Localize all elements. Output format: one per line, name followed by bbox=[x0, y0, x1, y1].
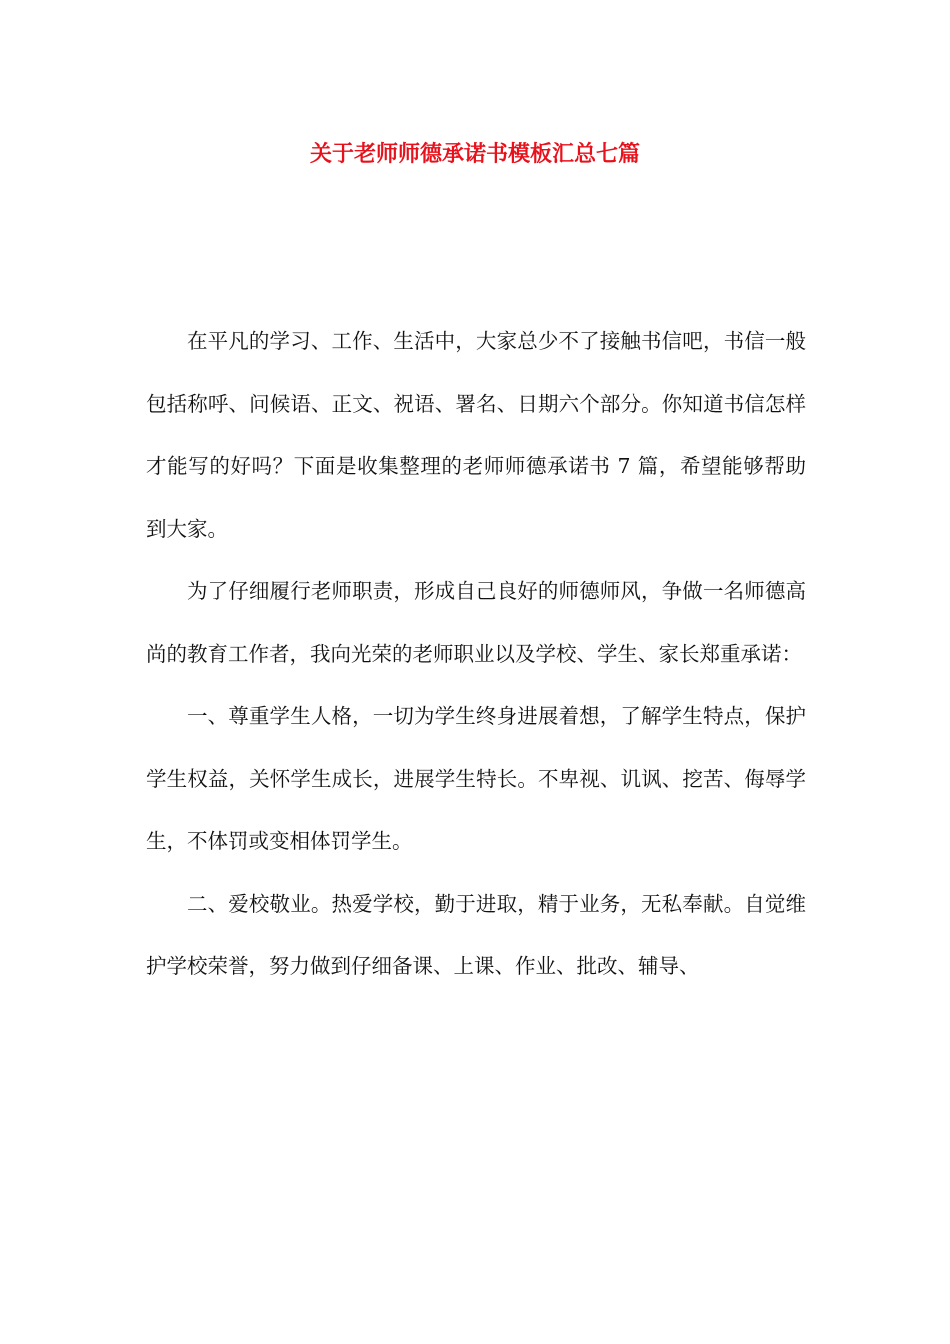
paragraph-intro: 在平凡的学习、工作、生活中，大家总少不了接触书信吧，书信一般包括称呼、问候语、正文、祝语、署名、日期六个部分。你知道书信怎样才能写的好吗？下面是收集整理的老师师德承诺书 7 篇，希望能够帮助到大家。 bbox=[146, 329, 806, 541]
paragraph-item-one: 一、尊重学生人格，一切为学生终身进展着想，了解学生特点，保护学生权益，关怀学生成长，进展学生特长。不卑视、讥讽、挖苦、侮辱学生，不体罚或变相体罚学生。 bbox=[146, 704, 806, 853]
paragraph-commitment-preface: 为了仔细履行老师职责，形成自己良好的师德师风，争做一名师德高尚的教育工作者，我向光荣的老师职业以及学校、学生、家长郑重承诺： bbox=[146, 579, 806, 666]
document-body bbox=[146, 310, 806, 998]
document-title: 关于老师师德承诺书模板汇总七篇 bbox=[309, 141, 640, 167]
paragraph-item-two: 二、爱校敬业。热爱学校，勤于进取，精于业务，无私奉献。自觉维护学校荣誉，努力做到仔细备课、上课、作业、批改、辅导、 bbox=[146, 891, 806, 978]
